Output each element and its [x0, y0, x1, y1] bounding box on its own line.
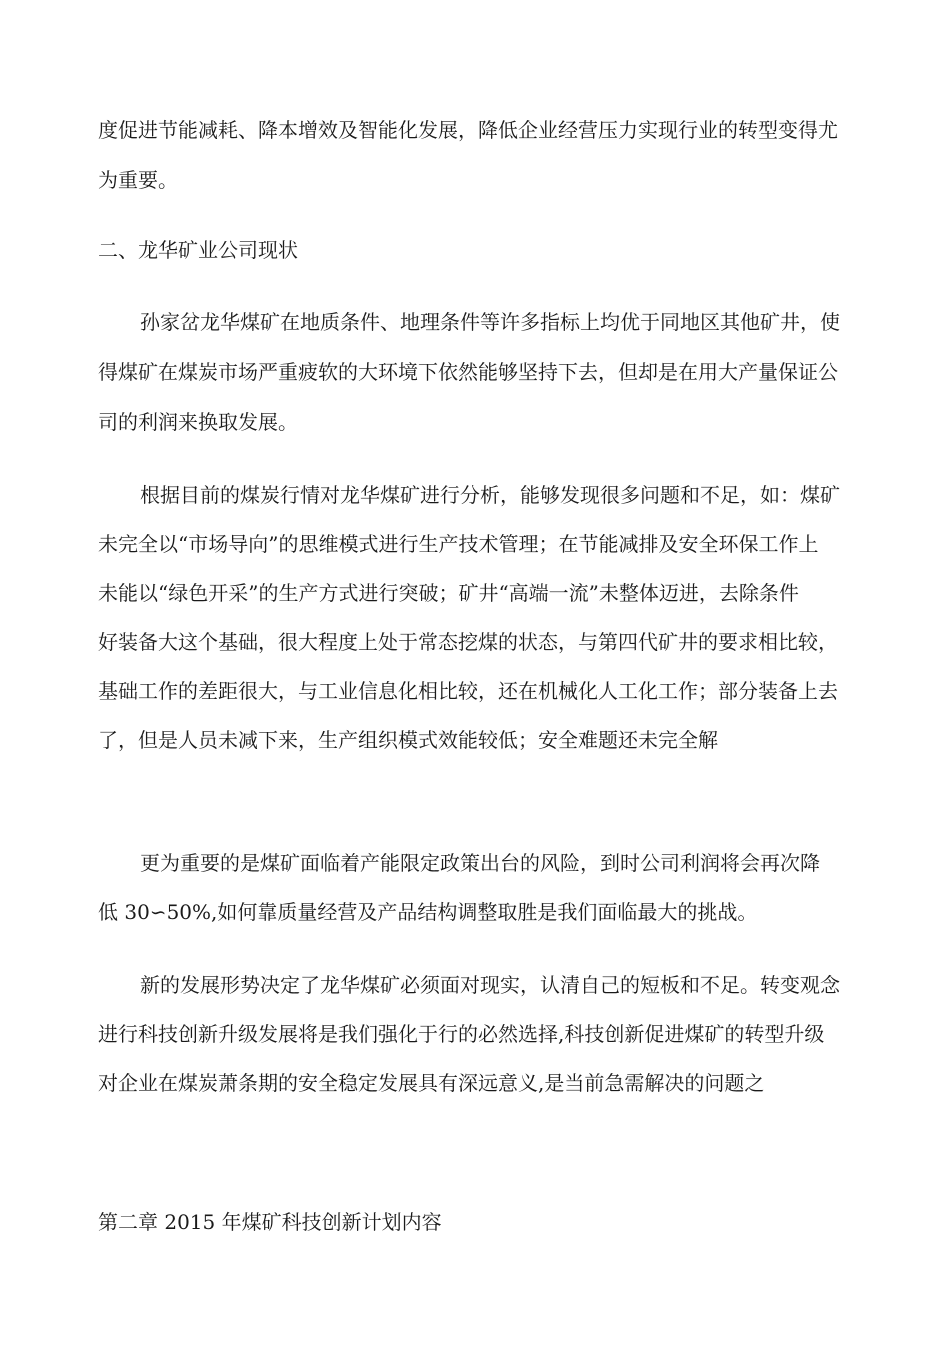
paragraph-analysis-line: 未能以“绿色开采”的生产方式进行突破；矿井“高端一流”未整体迈进，去除条件 [98, 581, 799, 605]
paragraph-analysis-line: 好装备大这个基础，很大程度上处于常态挖煤的状态，与第四代矿井的要求相比较， [98, 630, 838, 654]
paragraph-status-line: 司的利润来换取发展。 [98, 410, 298, 434]
paragraph-transition-line: 对企业在煤炭萧条期的安全稳定发展具有深远意义,是当前急需解决的问题之 [98, 1071, 765, 1095]
paragraph-transition-line: 新的发展形势决定了龙华煤矿必须面对现实，认清自己的短板和不足。转变观念 [140, 973, 840, 997]
paragraph-status-line: 得煤矿在煤炭市场严重疲软的大环境下依然能够坚持下去，但却是在用大产量保证公 [98, 360, 838, 384]
chapter-heading: 第二章 2015 年煤矿科技创新计划内容 [98, 1210, 442, 1234]
paragraph-analysis-line: 未完全以“市场导向”的思维模式进行生产技术管理；在节能减排及安全环保工作上 [98, 532, 819, 556]
paragraph-status-line: 孙家岔龙华煤矿在地质条件、地理条件等许多指标上均优于同地区其他矿井，使 [140, 310, 840, 334]
paragraph-transition-line: 进行科技创新升级发展将是我们强化于行的必然选择,科技创新促进煤矿的转型升级 [98, 1022, 825, 1046]
paragraph-risk-line: 低 30∽50%,如何靠质量经营及产品结构调整取胜是我们面临最大的挑战。 [98, 900, 758, 924]
paragraph-analysis-line: 根据目前的煤炭行情对龙华煤矿进行分析，能够发现很多问题和不足，如：煤矿 [140, 483, 840, 507]
paragraph-intro-line: 为重要。 [98, 168, 178, 192]
paragraph-intro-line: 度促进节能减耗、降本增效及智能化发展，降低企业经营压力实现行业的转型变得尤 [98, 118, 838, 142]
paragraph-analysis-line: 基础工作的差距很大，与工业信息化相比较，还在机械化人工化工作；部分装备上去 [98, 679, 838, 703]
paragraph-analysis-line: 了，但是人员未减下来，生产组织模式效能较低；安全难题还未完全解 [98, 728, 718, 752]
section-heading: 二、龙华矿业公司现状 [98, 238, 298, 262]
paragraph-risk-line: 更为重要的是煤矿面临着产能限定政策出台的风险，到时公司利润将会再次降 [140, 851, 820, 875]
